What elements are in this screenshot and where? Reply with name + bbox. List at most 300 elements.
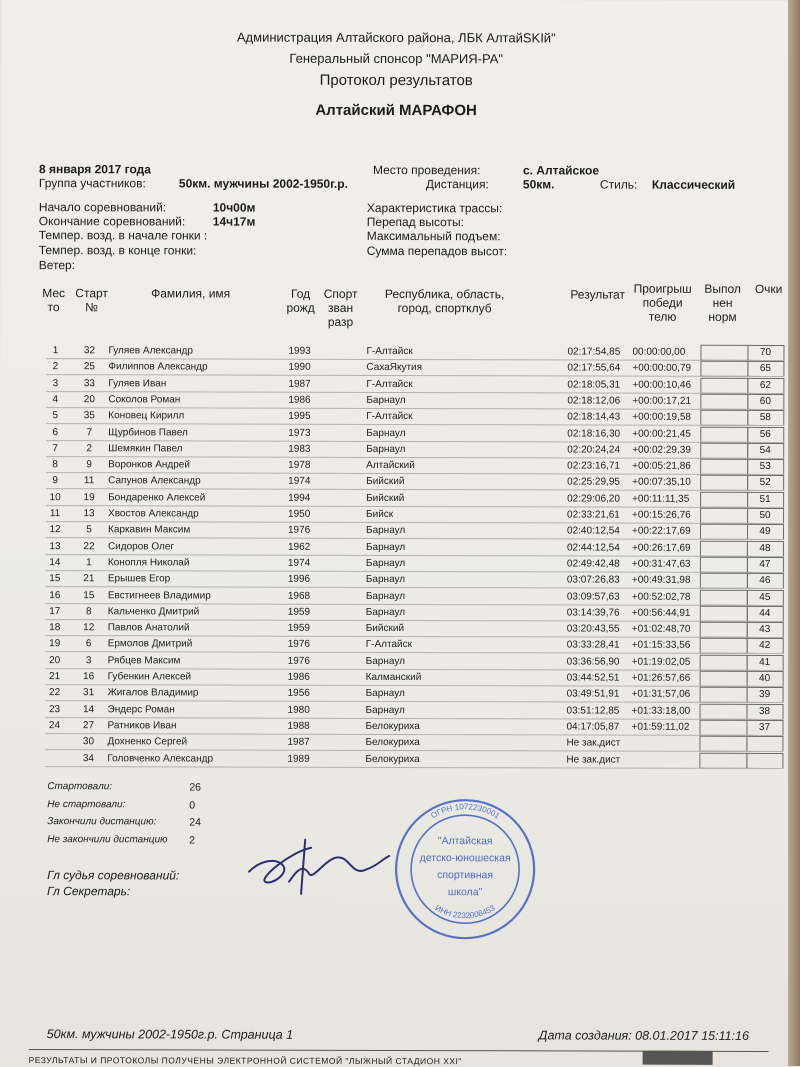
cell-place: 6	[40, 425, 70, 441]
summary-stats	[1, 0, 791, 1]
cell-year: 1987	[287, 735, 327, 751]
points-cell-box	[747, 557, 784, 573]
cell-behind: +00:49:31,98	[632, 573, 700, 589]
points-cell-box	[747, 541, 784, 557]
cell-region: Г-Алтайск	[366, 409, 516, 425]
cell-place: 4	[40, 392, 70, 408]
cell-bib: 35	[74, 408, 104, 424]
points-cell-box	[747, 655, 784, 671]
cell-result: 03:51:12,85	[567, 703, 631, 719]
cell-place: 12	[40, 522, 70, 538]
cell-name: Сапунов Александр	[108, 474, 288, 490]
climb-label: Максимальный подъем:	[367, 229, 501, 243]
points-cell-box	[747, 638, 784, 654]
cell-bib: 32	[74, 343, 104, 359]
cell-result: 03:20:43,55	[567, 622, 631, 638]
cell-name: Ратников Иван	[107, 718, 287, 734]
cell-year: 1959	[288, 605, 328, 621]
cell-region: Барнаул	[366, 523, 516, 539]
col-header-place: Мес то	[37, 286, 71, 314]
stat-value: 24	[189, 816, 201, 828]
points-cell-box	[747, 687, 784, 703]
cell-region: Барнаул	[366, 393, 516, 409]
norm-cell	[700, 377, 748, 393]
stat-value: 26	[189, 781, 201, 793]
footer-page-info: 50км. мужчины 2002-1950г.р. Страница 1	[47, 1027, 293, 1042]
cell-behind: +00:00:21,45	[632, 426, 700, 442]
norm-cell	[700, 443, 748, 459]
cell-region: Барнаул	[366, 605, 516, 621]
cell-behind: +00:52:02,78	[632, 589, 700, 605]
cell-year: 1959	[288, 621, 328, 637]
temp-start-label: Темпер. возд. в начале гонки :	[39, 228, 208, 242]
cell-place: 14	[40, 555, 70, 571]
cell-year: 1986	[288, 670, 328, 686]
cell-points: 46	[750, 573, 780, 589]
cell-name: Евстигнеев Владимир	[108, 588, 288, 604]
cell-behind: +01:02:48,70	[632, 622, 700, 638]
cell-region: Барнаул	[366, 686, 516, 702]
footer-created-date: Дата создания: 08.01.2017 15:11:16	[539, 1028, 749, 1043]
cell-name: Гуляев Иван	[108, 376, 288, 392]
cell-result: 02:18:16,30	[567, 426, 631, 442]
cell-place: 1	[40, 343, 70, 359]
points-cell-box	[747, 345, 784, 361]
cell-behind: +00:15:26,76	[632, 508, 700, 524]
points-cell-box	[747, 394, 784, 410]
cell-bib: 33	[74, 376, 104, 392]
end-label: Окончание соревнований:	[39, 214, 185, 228]
cell-year: 1976	[288, 653, 328, 669]
cell-year: 1974	[288, 474, 328, 490]
temp-end-label: Темпер. возд. в конце гонки:	[39, 243, 197, 257]
cell-year: 1980	[288, 702, 328, 718]
cell-points: 52	[750, 475, 780, 491]
cell-region: Бийский	[366, 621, 516, 637]
norm-cell	[700, 589, 748, 605]
cell-region: Белокуриха	[365, 719, 515, 735]
norm-cell	[700, 687, 748, 703]
cell-name: Соколов Роман	[108, 392, 288, 408]
cell-place: 5	[40, 408, 70, 424]
drop-label: Перепад высоты:	[367, 215, 464, 229]
cell-behind: +01:59:11,02	[631, 720, 699, 736]
cell-result: Не зак.дист	[566, 736, 630, 752]
cell-bib: 14	[74, 702, 104, 718]
col-header-bib: Старт №	[75, 286, 109, 314]
cell-bib: 34	[73, 751, 103, 767]
cell-place: 2	[40, 359, 70, 375]
cell-region: Г-Алтайск	[366, 344, 516, 360]
cell-points: 40	[750, 671, 780, 687]
points-cell-box	[747, 606, 784, 622]
chief-secretary-label: Гл Секретарь:	[47, 884, 130, 898]
cell-year: 1976	[288, 637, 328, 653]
cell-behind: +00:00:19,58	[632, 410, 700, 426]
cell-result: 02:20:24,24	[567, 442, 631, 458]
sponsor-line: Генеральный спонсор "МАРИЯ-РА"	[1, 50, 791, 67]
cell-region: Алтайский	[366, 458, 516, 474]
cell-bib: 7	[74, 425, 104, 441]
norm-cell	[700, 524, 748, 540]
cell-result: 02:49:42,48	[567, 556, 631, 572]
col-header-result: Результат	[563, 287, 633, 301]
stamp-ring-top: ОГРН 1072230001	[429, 802, 501, 821]
cell-name: Губенкин Алексей	[108, 669, 288, 685]
cell-result: 02:33:21,61	[567, 507, 631, 523]
cell-bib: 2	[74, 441, 104, 457]
cell-behind: +00:00:10,46	[632, 377, 700, 393]
norm-cell	[700, 394, 748, 410]
cell-name: Жигалов Владимир	[108, 686, 288, 702]
organizer-line: Администрация Алтайского района, ЛБК АлтайSKIй"	[1, 29, 791, 46]
cell-points: 62	[750, 378, 780, 394]
cell-points: 41	[750, 655, 780, 671]
norm-cell	[699, 736, 747, 752]
cell-bib: 25	[74, 359, 104, 375]
cell-bib: 13	[74, 506, 104, 522]
cell-points: 50	[750, 508, 780, 524]
cell-result: 03:07:26,83	[567, 573, 631, 589]
cell-bib: 8	[74, 604, 104, 620]
cell-result: 03:33:28,41	[567, 638, 631, 654]
cell-bib: 19	[74, 490, 104, 506]
cell-behind: +00:05:21,86	[632, 459, 700, 475]
cell-year: 1986	[288, 393, 328, 409]
cell-place: 13	[40, 539, 70, 555]
cell-behind: +01:19:02,05	[632, 654, 700, 670]
col-header-rank: Спорт зван разр	[319, 287, 363, 329]
points-cell-box	[747, 426, 784, 442]
cell-behind: +00:26:17,69	[632, 540, 700, 556]
cell-year: 1968	[288, 588, 328, 604]
cell-place: 16	[40, 588, 70, 604]
norm-cell	[700, 361, 748, 377]
cell-points: 53	[750, 459, 780, 475]
col-header-norm: Выпол нен норм	[698, 282, 748, 324]
style-label: Стиль:	[600, 178, 637, 192]
stat-label: Не закончили дистанцию	[47, 834, 167, 845]
cell-behind: +01:33:18,00	[632, 703, 700, 719]
points-cell-box	[747, 622, 784, 638]
cell-bib: 31	[74, 685, 104, 701]
cell-region: Барнаул	[366, 572, 516, 588]
cell-result: 03:36:56,90	[567, 654, 631, 670]
norm-cell	[700, 638, 748, 654]
cell-behind: +01:31:57,06	[632, 687, 700, 703]
sum-label: Сумма перепадов высот:	[367, 244, 508, 258]
cell-name: Кальченко Дмитрий	[108, 604, 288, 620]
cell-points: 56	[750, 426, 780, 442]
points-cell-box	[747, 589, 784, 605]
place-value: с. Алтайское	[523, 163, 599, 177]
points-cell-box	[746, 720, 783, 736]
footer-system-note: РЕЗУЛЬТАТЫ И ПРОТОКОЛЫ ПОЛУЧЕНЫ ЭЛЕКТРОННОЙ СИСТЕМОЙ "ЛЫЖНЫЙ СТАДИОН XXI"	[29, 1055, 462, 1066]
cell-behind: +00:56:44,91	[632, 605, 700, 621]
norm-cell	[700, 475, 748, 491]
cell-bib: 3	[74, 653, 104, 669]
cell-year: 1996	[288, 572, 328, 588]
cell-bib: 9	[74, 457, 104, 473]
cell-region: Барнаул	[366, 442, 516, 458]
norm-cell	[700, 671, 748, 687]
cell-place: 3	[40, 376, 70, 392]
cell-place: 23	[40, 702, 70, 718]
cell-behind: +00:31:47,63	[632, 557, 700, 573]
event-date: 8 января 2017 года	[39, 162, 151, 176]
distance-label: Дистанция:	[426, 177, 489, 191]
cell-result: 03:09:57,63	[567, 589, 631, 605]
cell-points: 58	[750, 410, 780, 426]
norm-cell	[700, 491, 748, 507]
cell-behind: +00:22:17,69	[632, 524, 700, 540]
cell-result: 02:18:05,31	[567, 377, 631, 393]
col-header-region: Республика, область, город, спортклуб	[369, 287, 521, 315]
cell-name: Дохненко Сергей	[107, 734, 287, 750]
cell-points: 39	[750, 687, 780, 703]
cell-bib: 6	[74, 637, 104, 653]
cell-region: Барнаул	[366, 654, 516, 670]
cell-name: Филиппов Александр	[108, 360, 288, 376]
cell-region: Белокуриха	[365, 735, 515, 751]
points-cell-box	[747, 443, 784, 459]
cell-place: 21	[40, 669, 70, 685]
cell-place: 20	[40, 653, 70, 669]
points-cell-box	[747, 492, 784, 508]
cell-name: Ермолов Дмитрий	[108, 637, 288, 653]
norm-cell	[700, 606, 748, 622]
points-cell-box	[747, 573, 784, 589]
cell-name: Эндерс Роман	[108, 702, 288, 718]
points-cell-box	[747, 361, 784, 377]
cell-result: 02:18:14,43	[567, 410, 631, 426]
cell-region: СахаЯкутия	[366, 360, 516, 376]
cell-behind: +01:15:33,56	[632, 638, 700, 654]
cell-year: 1983	[288, 442, 328, 458]
cell-region: Барнаул	[366, 540, 516, 556]
col-header-points: Очки	[749, 282, 789, 296]
norm-cell	[700, 703, 748, 719]
cell-region: Г-Алтайск	[366, 377, 516, 393]
norm-cell	[700, 426, 748, 442]
cell-points: 70	[750, 345, 780, 361]
cell-year: 1973	[288, 425, 328, 441]
cell-result: 02:23:16,71	[567, 459, 631, 475]
cell-year: 1950	[288, 507, 328, 523]
cell-bib: 12	[74, 620, 104, 636]
stat-label: Стартовали:	[47, 781, 112, 792]
norm-cell	[700, 459, 748, 475]
col-header-behind: Проигрыш победи телю	[629, 282, 697, 324]
cell-behind: +00:00:17,21	[632, 394, 700, 410]
cell-year: 1987	[288, 376, 328, 392]
cell-bib: 21	[74, 571, 104, 587]
cell-result: 02:40:12,54	[567, 524, 631, 540]
norm-cell	[700, 508, 748, 524]
cell-region: Бийский	[366, 491, 516, 507]
stat-value: 2	[189, 834, 195, 846]
cell-points: 43	[750, 622, 780, 638]
cell-place: 18	[40, 620, 70, 636]
cell-bib: 27	[73, 718, 103, 734]
cell-name: Шемякин Павел	[108, 441, 288, 457]
cell-result: Не зак.дист	[566, 752, 630, 768]
cell-place: 15	[40, 571, 70, 587]
norm-cell	[700, 622, 748, 638]
cell-points: 51	[750, 492, 780, 508]
cell-region: Калманский	[366, 670, 516, 686]
cell-year: 1993	[288, 344, 328, 360]
cell-points: 48	[750, 541, 780, 557]
norm-cell	[700, 345, 748, 361]
cell-result: 02:17:55,64	[567, 361, 631, 377]
place-label: Место проведения:	[373, 163, 481, 177]
cell-bib: 1	[74, 555, 104, 571]
cell-points: 49	[750, 524, 780, 540]
norm-cell	[700, 540, 748, 556]
chief-judge-label: Гл судья соревнований:	[47, 868, 179, 882]
cell-bib: 15	[74, 588, 104, 604]
stat-label: Закончили дистанцию:	[47, 816, 156, 827]
cell-name: Рябцев Максим	[108, 653, 288, 669]
cell-name: Щурбинов Павел	[108, 425, 288, 441]
cell-behind: 00:00:00,00	[632, 345, 700, 361]
col-header-name: Фамилия, имя	[131, 286, 251, 300]
results-table	[1, 0, 791, 1]
points-cell-box	[747, 524, 784, 540]
cell-bib: 30	[73, 734, 103, 750]
norm-cell	[700, 410, 748, 426]
norm-cell	[700, 654, 748, 670]
event-title: Алтайский МАРАФОН	[1, 101, 791, 120]
cell-result: 03:14:39,76	[567, 605, 631, 621]
cell-name: Бондаренко Алексей	[108, 490, 288, 506]
points-cell-box	[747, 704, 784, 720]
footer-logo	[643, 1051, 713, 1065]
cell-name: Павлов Анатолий	[108, 620, 288, 636]
cell-points: 44	[750, 606, 780, 622]
cell-place: 24	[39, 718, 69, 734]
cell-result: 04:17:05,87	[566, 719, 630, 735]
cell-points: 37	[749, 720, 779, 736]
cell-bib: 16	[74, 669, 104, 685]
stat-value: 0	[189, 799, 195, 811]
cell-name: Конопля Николай	[108, 555, 288, 571]
cell-result: 02:25:29,95	[567, 475, 631, 491]
start-value: 10ч00м	[213, 201, 256, 215]
cell-place: 10	[40, 490, 70, 506]
group-value: 50км. мужчины 2002-1950г.р.	[179, 176, 348, 190]
cell-year: 1995	[288, 409, 328, 425]
cell-year: 1990	[288, 360, 328, 376]
group-label: Группа участников:	[39, 176, 146, 190]
cell-name: Воронков Андрей	[108, 457, 288, 473]
cell-points: 47	[750, 557, 780, 573]
cell-points: 65	[750, 361, 780, 377]
stat-label: Не стартовали:	[47, 799, 125, 810]
points-cell-box	[746, 736, 783, 752]
stamp-ring-bottom: ИНН 2232008453	[434, 903, 497, 920]
cell-behind: +00:02:29,39	[632, 442, 700, 458]
cell-year: 1988	[287, 719, 327, 735]
cell-year: 1974	[288, 556, 328, 572]
cell-bib: 20	[74, 392, 104, 408]
cell-behind: +01:26:57,66	[632, 671, 700, 687]
cell-result: 03:49:51,91	[567, 687, 631, 703]
cell-points: 54	[750, 443, 780, 459]
points-cell-box	[747, 459, 784, 475]
distance-value: 50км.	[523, 177, 555, 191]
cell-points: 38	[750, 704, 780, 720]
cell-year: 1956	[288, 686, 328, 702]
cell-year: 1976	[288, 523, 328, 539]
style-value: Классический	[652, 178, 735, 192]
points-cell-box	[746, 752, 783, 768]
cell-region: Барнаул	[366, 556, 516, 572]
cell-region: Г-Алтайск	[366, 637, 516, 653]
cell-points: 42	[750, 638, 780, 654]
cell-region: Бийский	[366, 474, 516, 490]
cell-region: Бийск	[366, 507, 516, 523]
cell-place: 11	[40, 506, 70, 522]
document-title: Протокол результатов	[1, 71, 791, 90]
cell-points: 60	[750, 394, 780, 410]
cell-name: Хвостов Александр	[108, 506, 288, 522]
col-header-year: Год рожд	[281, 287, 321, 315]
cell-year: 1978	[288, 458, 328, 474]
cell-place: 8	[40, 457, 70, 473]
cell-name: Гуляев Александр	[108, 343, 288, 359]
cell-place: 9	[40, 473, 70, 489]
points-cell-box	[747, 378, 784, 394]
cell-place: 22	[40, 685, 70, 701]
cell-bib: 5	[74, 522, 104, 538]
wind-label: Ветер:	[39, 258, 75, 272]
cell-name: Сидоров Олег	[108, 539, 288, 555]
cell-behind: +00:07:35,10	[632, 475, 700, 491]
stamp-center-text: "Алтайская детско-юношеская спортивная школа"	[415, 833, 515, 901]
track-label: Характеристика трассы:	[367, 201, 502, 215]
cell-region: Барнаул	[366, 703, 516, 719]
signature-mark	[231, 830, 401, 900]
points-cell-box	[747, 671, 784, 687]
cell-name: Головченко Александр	[107, 751, 287, 767]
cell-behind: +00:11:11,35	[632, 491, 700, 507]
points-cell-box	[747, 410, 784, 426]
cell-region: Барнаул	[366, 588, 516, 604]
cell-behind: +00:00:00,79	[632, 361, 700, 377]
cell-place: 17	[40, 604, 70, 620]
cell-region: Барнаул	[366, 425, 516, 441]
start-label: Начало соревнований:	[39, 200, 166, 214]
norm-cell	[700, 573, 748, 589]
end-value: 14ч17м	[213, 215, 256, 229]
cell-name: Каркавин Максим	[108, 523, 288, 539]
points-cell-box	[747, 475, 784, 491]
cell-bib: 11	[74, 474, 104, 490]
cell-name: Коновец Кирилл	[108, 408, 288, 424]
cell-result: 03:44:52,51	[567, 670, 631, 686]
cell-place: 19	[40, 636, 70, 652]
cell-region: Белокуриха	[365, 751, 515, 767]
points-cell-box	[747, 508, 784, 524]
norm-cell	[700, 557, 748, 573]
norm-cell	[699, 720, 747, 736]
cell-place: 7	[40, 441, 70, 457]
cell-result: 02:18:12,06	[567, 393, 631, 409]
cell-result: 02:44:12,54	[567, 540, 631, 556]
desk-edge	[788, 0, 800, 1066]
